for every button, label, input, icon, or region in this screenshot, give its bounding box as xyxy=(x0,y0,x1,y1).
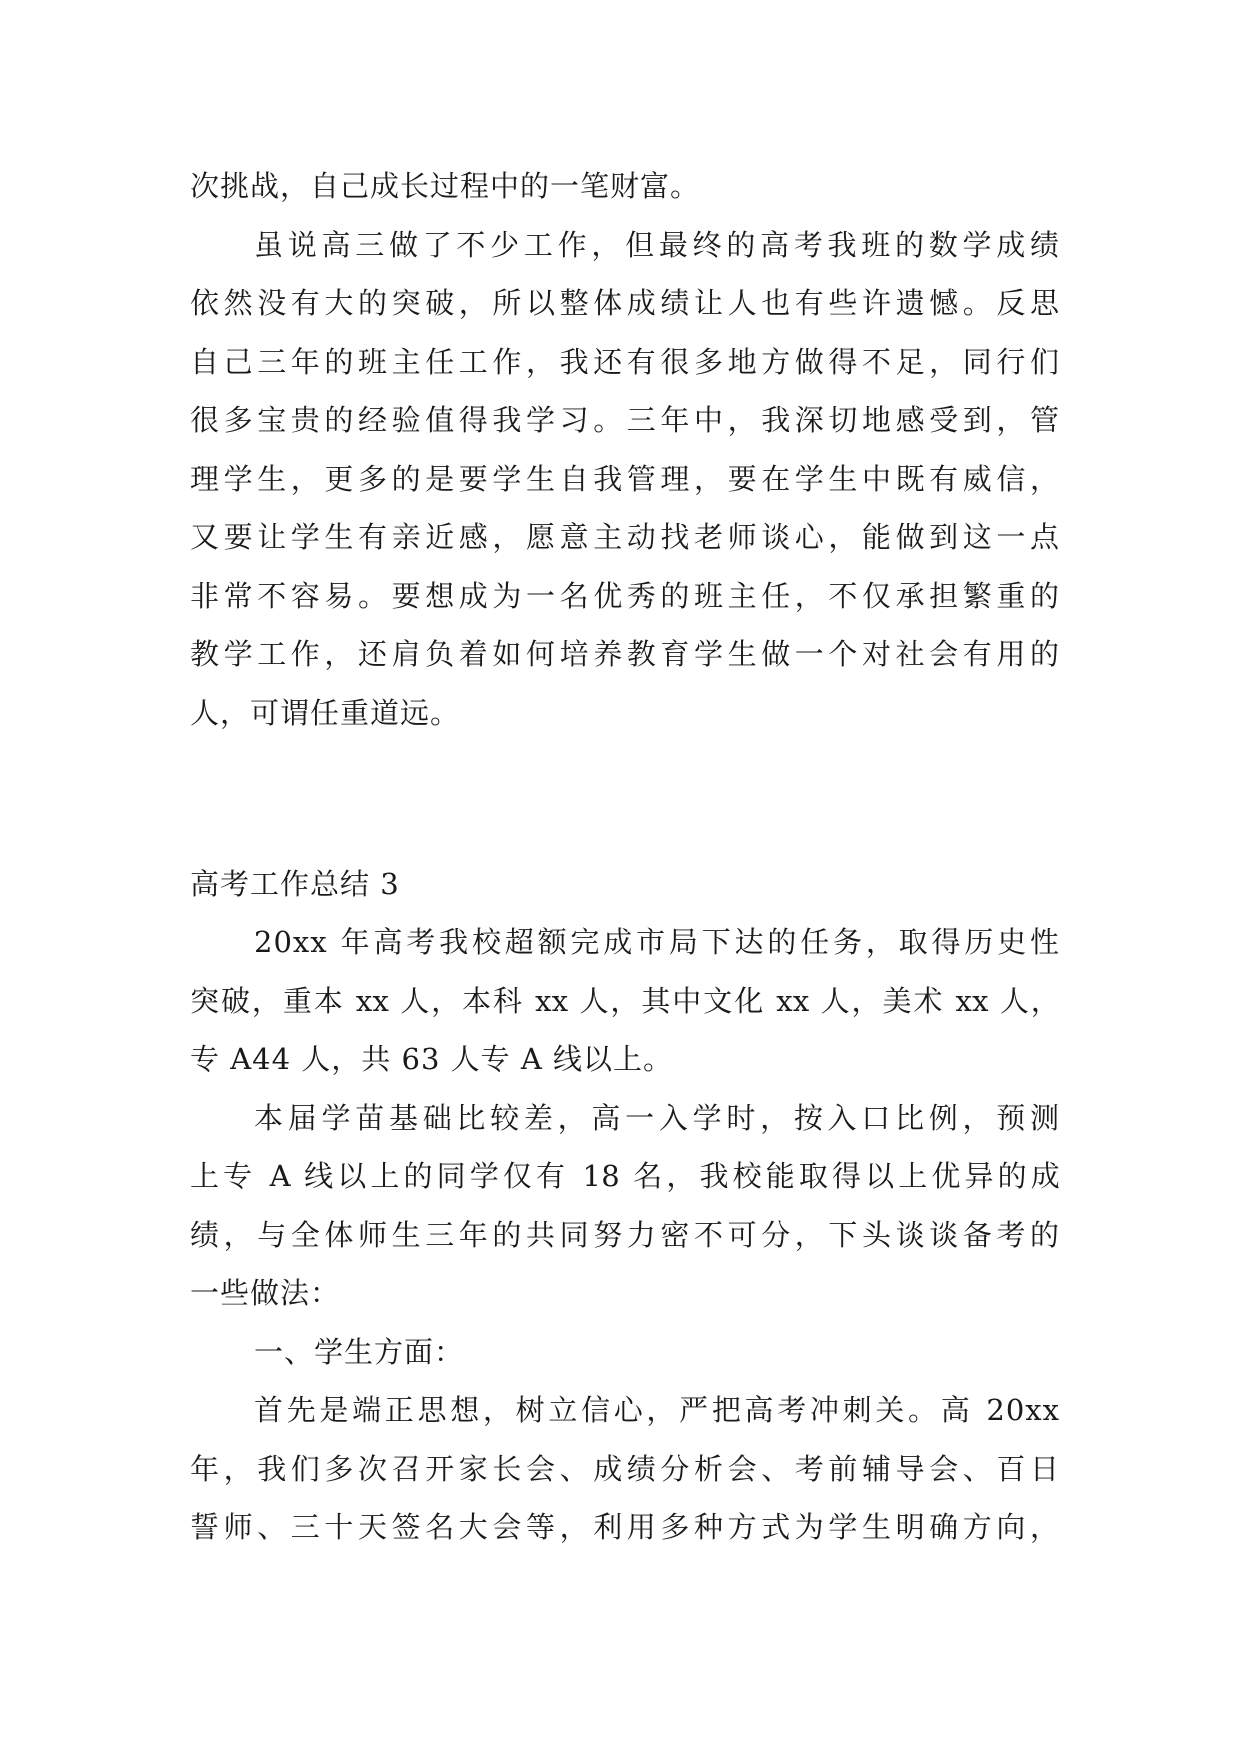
paragraph-line: 专 A44 人，共 63 人专 A 线以上。 xyxy=(190,1042,673,1076)
paragraph-line: 自己三年的班主任工作，我还有很多地方做得不足，同行们 xyxy=(190,344,1060,379)
section-heading: 高考工作总结 3 xyxy=(190,867,400,901)
paragraph-line: 突破，重本 xx 人，本科 xx 人，其中文化 xx 人，美术 xx 人， xyxy=(190,983,1060,1018)
paragraph-line: 教学工作，还肩负着如何培养教育学生做一个对社会有用的 xyxy=(190,637,1060,671)
paragraph-line: 虽说高三做了不少工作，但最终的高考我班的数学成绩 xyxy=(254,227,1060,262)
paragraph-line: 首先是端正思想，树立信心，严把高考冲刺关。高 20xx xyxy=(254,1393,1060,1427)
paragraph-line: 非常不容易。要想成为一名优秀的班主任，不仅承担繁重的 xyxy=(190,578,1060,613)
section3-body xyxy=(190,913,1060,1557)
paragraph-line: 又要让学生有亲近感，愿意主动找老师谈心，能做到这一点 xyxy=(190,520,1060,554)
paragraph-line: 人，可谓任重道远。 xyxy=(190,695,461,730)
paragraph-line: 本届学苗基础比较差，高一入学时，按入口比例，预测 xyxy=(254,1100,1060,1135)
paragraph-line: 上专 A 线以上的同学仅有 18 名，我校能取得以上优异的成 xyxy=(190,1159,1060,1193)
paragraph-line: 誓师、三十天签名大会等，利用多种方式为学生明确方向， xyxy=(190,1510,1060,1544)
paragraph-line: 绩，与全体师生三年的共同努力密不可分，下头谈谈备考的 xyxy=(190,1217,1060,1252)
paragraph-line: 很多宝贵的经验值得我学习。三年中，我深切地感受到，管 xyxy=(190,403,1060,437)
paragraph-line: 次挑战，自己成长过程中的一笔财富。 xyxy=(190,169,701,203)
paragraph-line: 年，我们多次召开家长会、成绩分析会、考前辅导会、百日 xyxy=(190,1451,1060,1486)
paragraph-line: 20xx 年高考我校超额完成市局下达的任务，取得历史性 xyxy=(254,925,1060,959)
subheading-line: 一、学生方面： xyxy=(254,1334,465,1369)
paragraph-line: 一些做法： xyxy=(190,1276,341,1310)
previous-section-body xyxy=(190,157,1060,742)
paragraph-line: 依然没有大的突破，所以整体成绩让人也有些许遗憾。反思 xyxy=(190,286,1060,320)
paragraph-line: 理学生，更多的是要学生自我管理，要在学生中既有威信， xyxy=(190,461,1060,496)
